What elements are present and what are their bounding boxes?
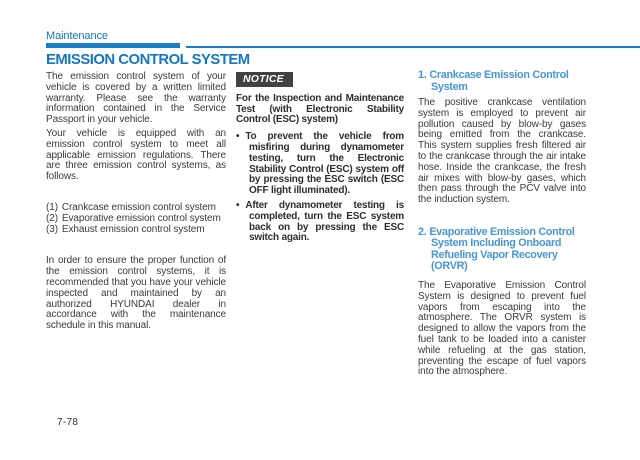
- header-rule-line: [186, 46, 640, 47]
- notice-bullet: [236, 201, 404, 244]
- section-body: The Evaporative Emission Control System is designed to prevent fuel vapors from escaping into the atmosphere. The ORVR system is designed to allow the vapors from the fuel tank to be loaded into a canister while refueling at the gas station, preventing the escape of fuel vapors into the atmosphere.: [418, 279, 586, 378]
- notice-bullet-text: After dynamometer testing is completed, turn the ESC system back on by pressing the ESC switch again.: [245, 199, 404, 244]
- section-heading-text: Evaporative Emission Control System Including Onboard Refueling Vapor Recovery (ORVR): [429, 225, 575, 273]
- page-title: EMISSION CONTROL SYSTEM: [46, 51, 250, 68]
- section-evaporative: [418, 227, 586, 378]
- section-heading-text: Crankcase Emission Control System: [429, 69, 569, 93]
- page-number: 7-78: [57, 417, 79, 428]
- notice-heading: For the Inspection and Maintenance Test (with Electronic Stability Control (ESC) system): [236, 92, 404, 126]
- notice-badge: NOTICE: [236, 72, 293, 87]
- dealer-recommendation-paragraph: In order to ensure the proper function of the emission control systems, it is recommended that you have your vehicle inspected and maintained by an authorized HYUNDAI dealer in accordance with the maintenance schedule in this manual.: [46, 255, 226, 332]
- list-marker: (2): [46, 212, 58, 224]
- notice-column: [236, 72, 404, 248]
- section-crankcase: [418, 70, 586, 206]
- list-item-text: Evaporative emission control system: [61, 212, 221, 224]
- section-heading: [418, 227, 586, 273]
- right-column: [418, 70, 586, 378]
- notice-bullet-text: To prevent the vehicle from misfiring during dynamometer testing, turn the Electronic Stability Control (ESC) system off by pressing the ESC switch (ESC OFF light illuminated).: [245, 131, 404, 197]
- left-column: [46, 72, 226, 332]
- systems-overview-paragraph: Your vehicle is equipped with an emission control system to meet all applicable emission regulations. There are three emission control systems, as follows.: [46, 127, 226, 183]
- list-marker: (1): [46, 201, 58, 213]
- emission-systems-list: [46, 203, 226, 235]
- list-item-text: Exhaust emission control system: [61, 223, 205, 235]
- section-number: 1.: [418, 69, 427, 81]
- section-body: The positive crankcase ventilation system is employed to prevent air pollution caused by blow-by gases being emitted from the crankcase. This system supplies fresh filtered air to the crankcase through the air intake hose. Inside the crankcase, the fresh air mixes with blow-by gases, which then pass through the PCV valve into the induction system.: [418, 97, 586, 206]
- chapter-label: Maintenance: [46, 30, 108, 42]
- header-accent-bar: [46, 43, 180, 48]
- list-item: [46, 225, 226, 236]
- list-item-text: Crankcase emission control system: [61, 201, 216, 213]
- bullet-icon: •: [236, 199, 240, 211]
- section-heading: [418, 70, 586, 93]
- notice-bullet: [236, 132, 404, 197]
- warranty-paragraph: The emission control system of your vehicle is covered by a written limited warranty. Please see the warranty information contained in the Service Passport in your vehicle.: [46, 71, 226, 126]
- section-number: 2.: [418, 225, 427, 238]
- list-marker: (3): [46, 223, 58, 235]
- bullet-icon: •: [236, 131, 240, 143]
